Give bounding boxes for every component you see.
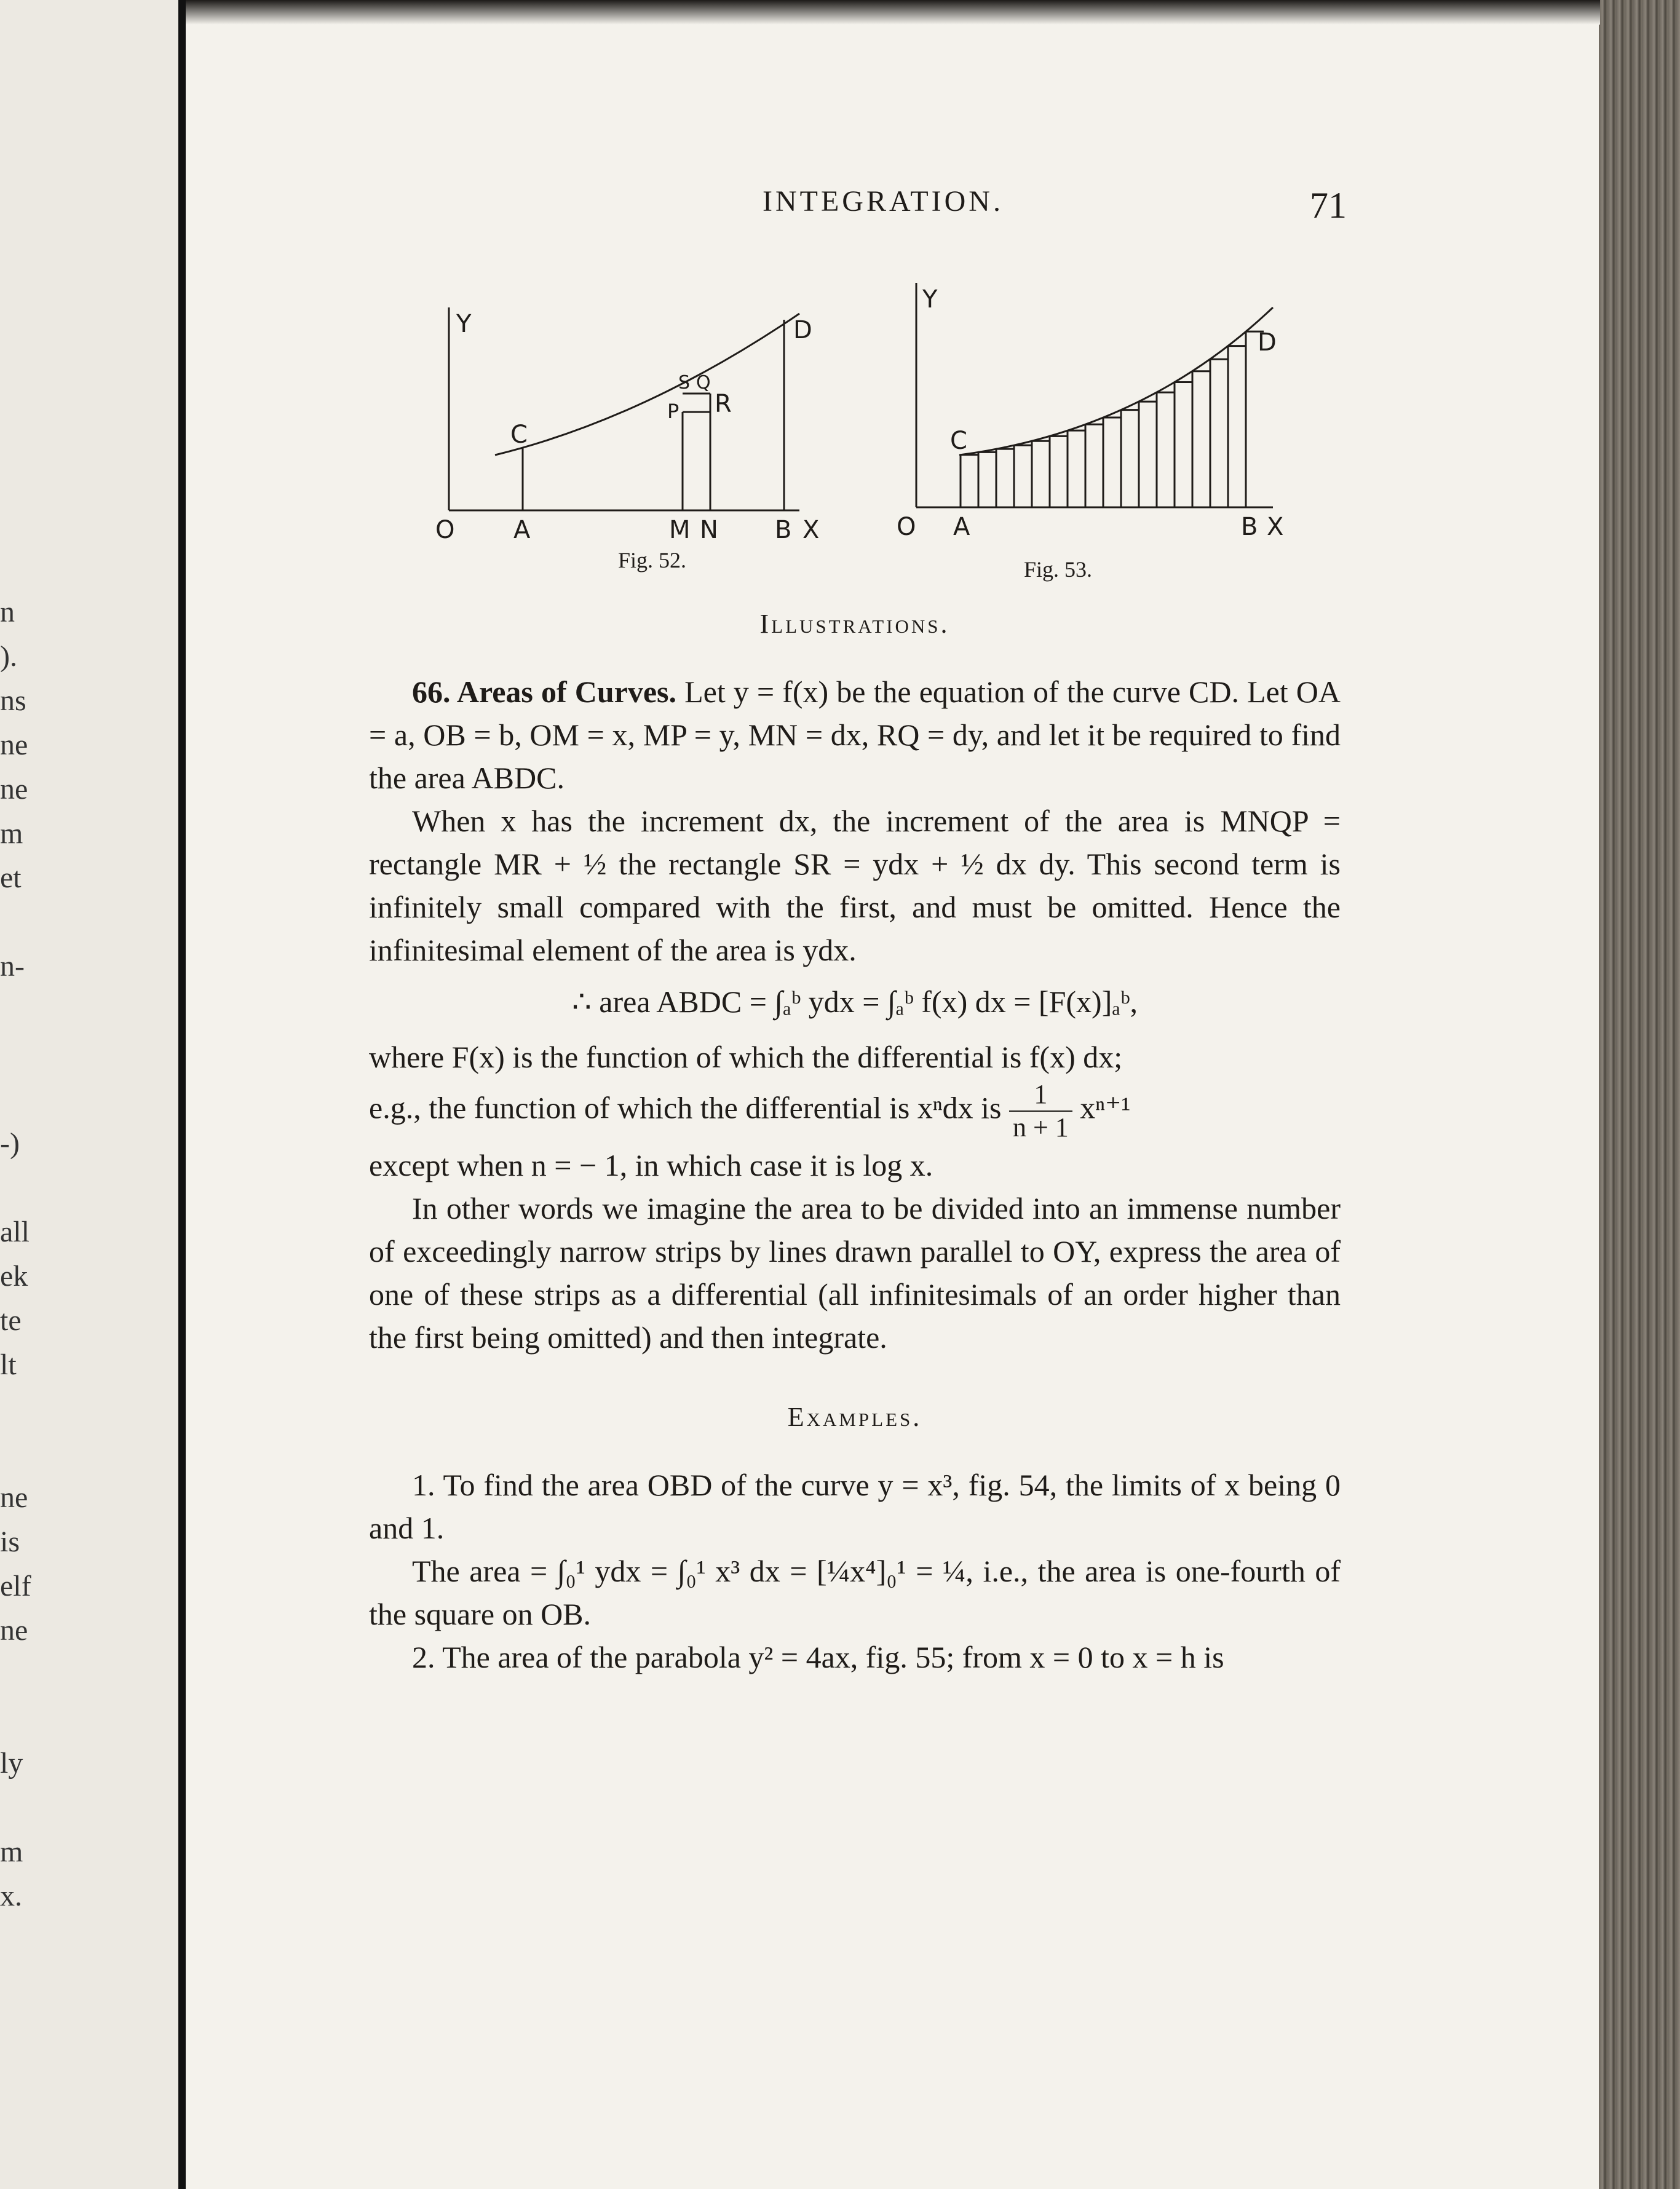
paragraph-66	[369, 670, 1341, 799]
facing-page-fragment: ne	[0, 773, 28, 806]
facing-page-fragment	[0, 900, 55, 944]
label-y: Y	[922, 285, 938, 314]
running-head: INTEGRATION.	[763, 185, 1004, 218]
facing-page-fragment: is	[0, 1526, 20, 1558]
label-c: C	[950, 427, 967, 455]
curve-cd	[495, 314, 799, 455]
section-text-1: Let y = f(x) be the equation of the curve CD. Let OA = a, OB = b, OM = x, MP = y, MN = dx, RQ = dy, and let it be required to find the area ABDC.	[369, 675, 1341, 795]
eg-power: xⁿ⁺¹	[1072, 1090, 1131, 1125]
example-1-conclusion: i.e., the area is one-fourth of the square on OB.	[369, 1554, 1341, 1631]
label-b: B	[775, 516, 792, 544]
label-d: D	[793, 316, 812, 344]
facing-page-fragment	[0, 1077, 55, 1122]
label-c: C	[510, 421, 528, 449]
label-y: Y	[456, 310, 472, 338]
figure-52	[430, 289, 849, 547]
facing-page-fragment	[0, 1166, 55, 1210]
example-1: 1. To find the area OBD of the curve y = x³, fig. 54, the limits of x being 0 and 1.	[369, 1468, 1341, 1545]
facing-page-fragment: -)	[0, 1127, 20, 1160]
facing-page-fragment: te	[0, 1304, 22, 1337]
facing-page-fragment	[0, 1033, 55, 1077]
label-b: B	[1241, 513, 1258, 541]
label-a: A	[953, 513, 970, 541]
strips	[961, 331, 1264, 507]
facing-page-fragment: ).	[0, 640, 17, 673]
label-r: R	[715, 390, 732, 418]
facing-page-fragment: ns	[0, 684, 26, 717]
fraction-numerator: 1	[1009, 1079, 1072, 1112]
facing-page-fragment	[0, 1431, 55, 1476]
facing-page-fragment	[0, 1786, 55, 1830]
fig-53-caption: Fig. 53.	[1024, 557, 1093, 582]
fraction-denominator: n + 1	[1012, 1112, 1069, 1142]
example-2: 2. The area of the parabola y² = 4ax, fig. 55; from x = 0 to x = h is	[412, 1640, 1224, 1674]
example-1-solution	[369, 1550, 1341, 1636]
facing-page-fragment: m	[0, 1835, 23, 1868]
curve-cd	[959, 307, 1273, 455]
fig-52-caption: Fig. 52.	[618, 548, 687, 572]
facing-page-text	[0, 590, 55, 1918]
facing-page-fragment: lt	[0, 1348, 17, 1381]
label-m: M	[669, 516, 691, 544]
label-n: N	[700, 516, 718, 544]
label-x: X	[802, 516, 820, 544]
area-formula: ∴ area ABDC = ∫ₐᵇ ydx = ∫ₐᵇ f(x) dx = [F(x)]ₐᵇ,	[572, 984, 1138, 1019]
facing-page-fragment	[0, 1387, 55, 1431]
label-d: D	[1258, 328, 1277, 357]
section-title: 66. Areas of Curves.	[412, 675, 676, 709]
facing-page-fragment	[0, 989, 55, 1033]
facing-page-fragment: et	[0, 861, 22, 894]
page-edges	[1599, 0, 1680, 2189]
facing-page-fragment: ne	[0, 1614, 28, 1647]
paragraph-except: except when n = − 1, in which case it is log x.	[369, 1148, 933, 1182]
figure-53	[886, 264, 1316, 553]
facing-page-fragment: n-	[0, 950, 25, 983]
page-number: 71	[1310, 185, 1347, 226]
top-shadow	[186, 0, 1600, 25]
facing-page-fragment: ne	[0, 1481, 28, 1514]
facing-page-fragment: m	[0, 817, 23, 850]
page-body	[369, 603, 1341, 1679]
illustrations-heading: Illustrations.	[759, 609, 950, 639]
label-o: O	[435, 516, 455, 544]
paragraph-where: where F(x) is the function of which the differential is f(x) dx;	[369, 1040, 1123, 1074]
facing-page-fragment: all	[0, 1216, 30, 1248]
paragraph-other-words: In other words we imagine the area to be divided into an immense number of exceedingly narrow strips by lines drawn parallel to OY, express the area of one of these strips as a differential (all infinitesimals of an order higher than the first being omitted) and then integrate.	[369, 1191, 1341, 1355]
paragraph-eg	[369, 1079, 1341, 1144]
label-a: A	[513, 516, 531, 544]
label-p: P	[667, 400, 680, 423]
facing-page-fragment: x.	[0, 1880, 22, 1912]
book-gutter	[178, 0, 186, 2189]
facing-page-fragment: n	[0, 596, 15, 628]
label-s: S	[678, 372, 691, 394]
label-x: X	[1267, 513, 1284, 541]
label-q: Q	[696, 372, 711, 394]
facing-page-fragment	[0, 1653, 55, 1697]
facing-page-fragment: ne	[0, 729, 28, 761]
eg-text: e.g., the function of which the differential is xⁿdx is	[369, 1090, 1009, 1125]
facing-page-fragment: ek	[0, 1260, 28, 1292]
fraction	[1009, 1079, 1072, 1144]
examples-heading: Examples.	[787, 1402, 922, 1432]
facing-page-fragment: ly	[0, 1747, 23, 1779]
example-1-formula: The area = ∫₀¹ ydx = ∫₀¹ x³ dx = [¼x⁴]₀¹ = ¼,	[412, 1554, 973, 1588]
facing-page-fragment: elf	[0, 1570, 31, 1602]
label-o: O	[897, 513, 916, 541]
facing-page-fragment	[0, 1697, 55, 1741]
paragraph-increment: When x has the increment dx, the increment of the area is MNQP = rectangle MR + ½ the rectangle SR = ydx + ½ dx dy. This second term is infinitely small compared with the first, and must be omitted. Hence the infinitesimal element of the area is ydx.	[369, 804, 1341, 967]
